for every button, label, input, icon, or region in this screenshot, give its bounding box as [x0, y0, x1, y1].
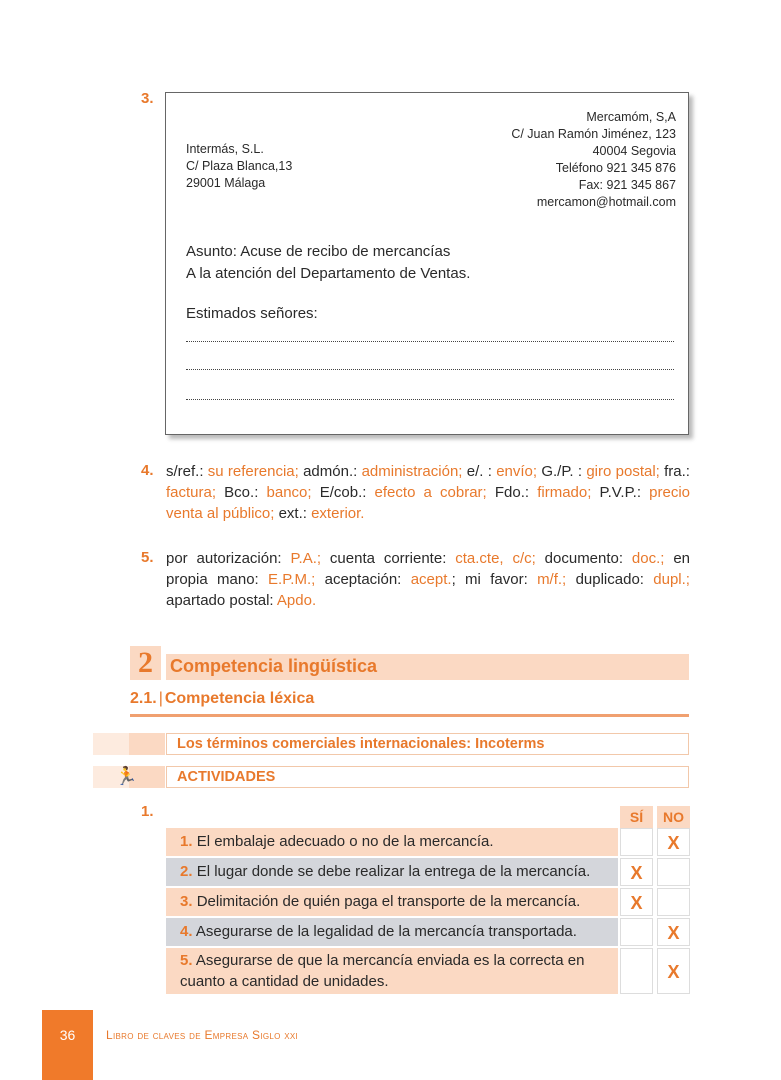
no-checkbox[interactable]: X: [657, 828, 690, 856]
abbreviation-term: fra.:: [659, 463, 690, 480]
abbreviation-term: admón.:: [298, 463, 362, 480]
no-checkbox[interactable]: [657, 888, 690, 916]
abbreviation-meaning: administración;: [361, 463, 463, 480]
row-number: 3.: [180, 893, 193, 910]
abbreviation-meaning: Apdo.: [276, 592, 317, 609]
row-text: Delimitación de quién paga el transporte de la mercancía.: [196, 893, 581, 910]
subject-line: Asunto: Acuse de recibo de mercancías: [186, 243, 451, 260]
abbreviation-term: ; mi favor:: [451, 571, 538, 588]
abbreviation-meaning: factura;: [166, 484, 217, 501]
abbreviation-meaning: E.P.M.;: [268, 571, 316, 588]
abbreviation-meaning: firmado;: [537, 484, 592, 501]
table-row: [166, 888, 618, 916]
abbreviation-meaning: exterior.: [311, 505, 365, 522]
activities-bar: [93, 766, 689, 788]
abbreviation-meaning: envío;: [496, 463, 538, 480]
abbreviation-meaning: banco;: [266, 484, 312, 501]
dotted-line: [186, 399, 674, 400]
subsection-number: 2.1.: [130, 690, 157, 707]
table-row: [166, 948, 618, 994]
abbreviation-meaning: cta.cte, c/c;: [455, 550, 536, 567]
recipient-address: [186, 141, 292, 192]
abbreviation-term: en propia mano:: [166, 550, 691, 588]
abbreviation-term: cuenta corriente:: [321, 550, 456, 567]
abbreviation-meaning: dupl.;: [653, 571, 690, 588]
abbreviation-meaning: doc.;: [631, 550, 665, 567]
dotted-line: [186, 369, 674, 370]
row-text: El embalaje adecuado o no de la mercancía.: [196, 833, 494, 850]
table-row: [166, 828, 618, 856]
abbreviation-term: ext.:: [274, 505, 312, 522]
abbreviation-term: s/ref.:: [166, 463, 208, 480]
abbreviations-paragraph: [166, 461, 690, 524]
recipient-line: 29001 Málaga: [186, 176, 266, 190]
subsection-heading: [130, 690, 689, 717]
abbreviation-meaning: efecto a cobrar;: [374, 484, 487, 501]
table-row: [166, 858, 618, 886]
yes-checkbox[interactable]: [620, 948, 653, 994]
abbreviation-meaning: P.A.;: [290, 550, 322, 567]
yes-checkbox[interactable]: [620, 828, 653, 856]
abbreviation-term: e/. :: [462, 463, 497, 480]
section-heading: [130, 646, 689, 680]
row-number: 5.: [180, 952, 193, 969]
yes-checkbox[interactable]: [620, 918, 653, 946]
abbreviation-term: P.V.P.:: [591, 484, 650, 501]
abbreviation-meaning: m/f.;: [537, 571, 567, 588]
row-number: 4.: [180, 923, 193, 940]
item-number: 4.: [141, 462, 154, 479]
topic-bar: [93, 733, 689, 755]
divider: |: [158, 690, 163, 707]
no-checkbox[interactable]: [657, 858, 690, 886]
sender-line: mercamon@hotmail.com: [536, 195, 676, 209]
no-checkbox[interactable]: X: [657, 918, 690, 946]
abbreviation-term: por autorización:: [166, 550, 291, 567]
row-number: 1.: [180, 833, 193, 850]
letter-subject: [186, 241, 470, 285]
section-number: 2: [130, 646, 161, 680]
row-number: 2.: [180, 863, 193, 880]
table-row: [166, 918, 618, 946]
yes-checkbox[interactable]: X: [620, 888, 653, 916]
abbreviation-meaning: precio venta al público;: [166, 484, 690, 522]
abbreviation-meaning: giro postal;: [586, 463, 660, 480]
sender-line: Fax: 921 345 867: [578, 178, 676, 192]
letter-template: [165, 92, 689, 435]
item-number: 3.: [141, 90, 154, 107]
sender-line: C/ Juan Ramón Jiménez, 123: [511, 127, 676, 141]
abbreviation-term: Fdo.:: [486, 484, 538, 501]
abbreviation-term: documento:: [535, 550, 632, 567]
abbreviation-term: duplicado:: [566, 571, 654, 588]
section-title: Competencia lingüística: [166, 654, 689, 680]
subsection-title: Competencia léxica: [164, 690, 315, 707]
row-text: Asegurarse de la legalidad de la mercancía transportada.: [195, 923, 577, 940]
sender-address: [511, 109, 676, 211]
row-text: El lugar donde se debe realizar la entrega de la mercancía.: [196, 863, 591, 880]
abbreviation-term: E/cob.:: [311, 484, 375, 501]
recipient-line: Intermás, S.L.: [186, 142, 264, 156]
abbreviation-term: G./P. :: [537, 463, 587, 480]
recipient-line: C/ Plaza Blanca,13: [186, 159, 293, 173]
book-title: Libro de claves de Empresa Siglo xxi: [106, 1028, 299, 1042]
sender-line: 40004 Segovia: [592, 144, 676, 158]
abbreviation-term: apartado postal:: [166, 592, 277, 609]
sender-line: Teléfono 921 345 876: [555, 161, 676, 175]
activity-number: 1.: [141, 803, 154, 820]
topic-title: Los términos comerciales internacionales: Incoterms: [166, 733, 689, 755]
greeting: Estimados señores:: [186, 305, 318, 322]
page-number: 36: [42, 1010, 93, 1080]
abbreviation-meaning: su referencia;: [207, 463, 299, 480]
no-checkbox[interactable]: X: [657, 948, 690, 994]
yes-checkbox[interactable]: X: [620, 858, 653, 886]
abbreviation-term: Bco.:: [216, 484, 267, 501]
abbreviation-meaning: acept.: [410, 571, 452, 588]
runner-icon: 🏃: [115, 766, 138, 786]
abbreviation-term: aceptación:: [315, 571, 411, 588]
attention-line: A la atención del Departamento de Ventas.: [186, 265, 471, 282]
abbreviations-paragraph: [166, 548, 690, 611]
item-number: 5.: [141, 549, 154, 566]
row-text: Asegurarse de que la mercancía enviada es la correcta en cuanto a cantidad de unidades.: [180, 952, 585, 990]
yes-header: SÍ: [620, 806, 653, 828]
no-header: NO: [657, 806, 690, 828]
sender-line: Mercamóm, S,A: [586, 110, 676, 124]
dotted-line: [186, 341, 674, 342]
activities-title: ACTIVIDADES: [166, 766, 689, 788]
